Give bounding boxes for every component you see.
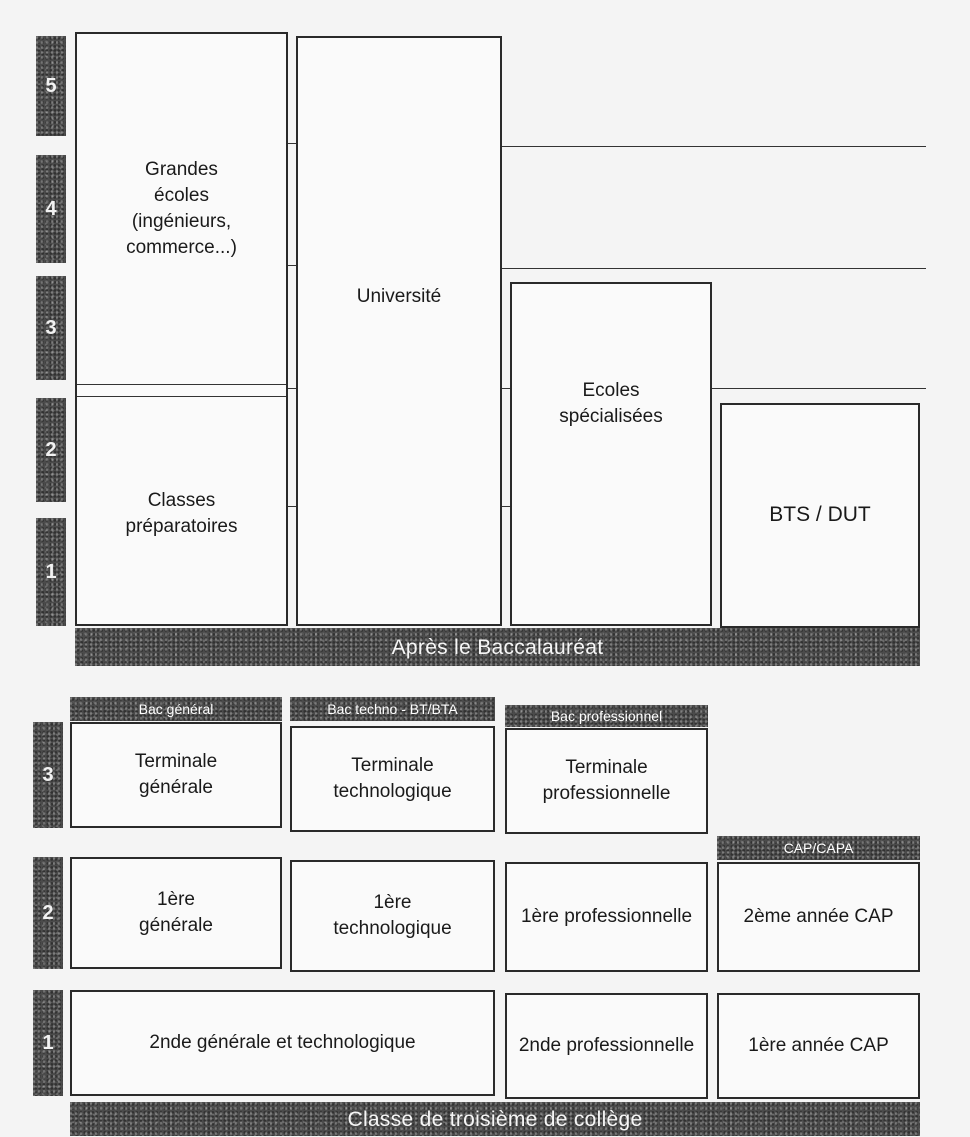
terminale-professionnelle-box: Terminale professionnelle xyxy=(505,728,708,834)
year-marker-2: 2 xyxy=(33,857,63,969)
ecoles-specialisees-box xyxy=(510,282,712,626)
header-cap-capa: CAP/CAPA xyxy=(717,836,920,860)
universite-label: Université xyxy=(356,285,442,307)
terminale-technologique-box: Terminale technologique xyxy=(290,726,495,832)
bts-dut-box xyxy=(720,403,920,628)
connector-tick xyxy=(288,265,296,266)
universite-box xyxy=(296,36,502,626)
level-line-2 xyxy=(712,388,926,389)
divider-line xyxy=(77,384,286,385)
connector-tick xyxy=(288,388,296,389)
connector-tick xyxy=(502,388,510,389)
connector-tick xyxy=(288,506,296,507)
classe-troisieme-band: Classe de troisième de collège xyxy=(70,1102,920,1136)
year-marker-2: 2 xyxy=(36,398,66,502)
premiere-professionnelle-box: 1ère professionnelle xyxy=(505,862,708,972)
bts-dut-label: BTS / DUT xyxy=(769,503,871,527)
year-marker-1: 1 xyxy=(33,990,63,1096)
header-bac-professionnel: Bac professionnel xyxy=(505,705,708,727)
premiere-generale-box: 1ère générale xyxy=(70,857,282,969)
seconde-generale-technologique-box: 2nde générale et technologique xyxy=(70,990,495,1096)
cap-premiere-annee-box: 1ère année CAP xyxy=(717,993,920,1099)
seconde-professionnelle-box: 2nde professionnelle xyxy=(505,993,708,1099)
level-line-4 xyxy=(502,146,926,147)
year-marker-3: 3 xyxy=(33,722,63,828)
header-bac-general: Bac général xyxy=(70,697,282,721)
year-marker-3: 3 xyxy=(36,276,66,380)
year-marker-5: 5 xyxy=(36,36,66,136)
ecoles-specialisees-label: Ecoles spécialisées xyxy=(559,379,663,427)
grandes-ecoles-column xyxy=(75,32,288,626)
apres-bac-band: Après le Baccalauréat xyxy=(75,628,920,666)
level-line-3 xyxy=(502,268,926,269)
connector-tick xyxy=(502,506,510,507)
header-bac-techno: Bac techno - BT/BTA xyxy=(290,697,495,721)
premiere-technologique-box: 1ère technologique xyxy=(290,860,495,972)
year-marker-1: 1 xyxy=(36,518,66,626)
cap-deuxieme-annee-box: 2ème année CAP xyxy=(717,862,920,972)
connector-tick xyxy=(288,143,296,144)
year-marker-4: 4 xyxy=(36,155,66,263)
terminale-generale-box: Terminale générale xyxy=(70,722,282,828)
grandes-ecoles-box: Grandes écoles (ingénieurs, commerce...) xyxy=(126,158,237,259)
classes-preparatoires-box: Classes préparatoires xyxy=(125,489,238,537)
divider-line xyxy=(77,396,286,397)
